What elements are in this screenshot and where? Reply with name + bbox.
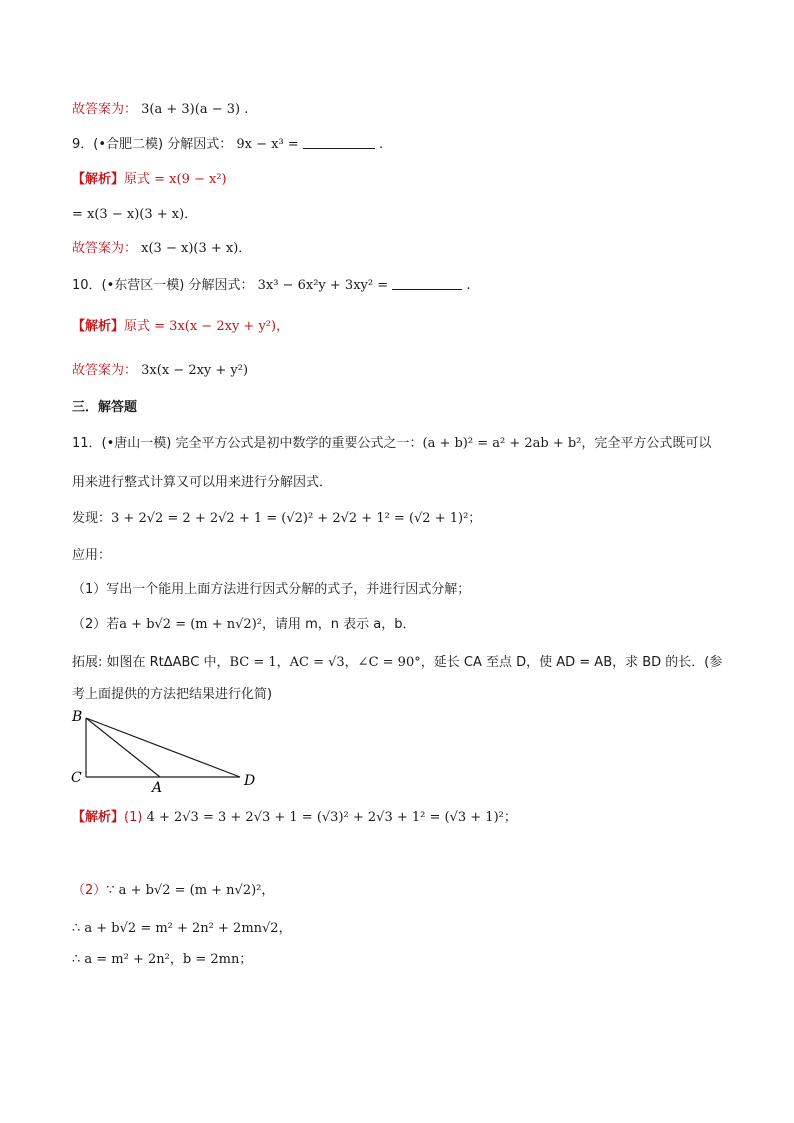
answer-line-8 — [72, 101, 248, 119]
q11-text: 11．(•唐山一模) 完全平方公式是初中数学的重要公式之一： — [72, 436, 423, 451]
q9-answer — [72, 240, 251, 258]
q10-solution-line1 — [72, 318, 289, 336]
q11-text: ，延长 CA 至点 D，使 AD = AB，求 BD 的长．(参 — [420, 655, 723, 670]
q11-formula: (a + b)² = a² + 2ab + b² — [422, 436, 582, 451]
question-9-end: . — [378, 137, 384, 152]
question-11-apply: 应用： — [72, 548, 112, 563]
q9-solution-line1 — [72, 171, 227, 189]
question-11-discovery — [72, 510, 481, 528]
solution-part: (1) — [124, 810, 143, 825]
q11-text: 发现： — [72, 511, 112, 526]
question-11-part1: （1）写出一个能用上面方法进行因式分解的式子，并进行因式分解； — [72, 582, 471, 597]
q11-solution-line2 — [72, 882, 274, 900]
q11-formula: BC = 1，AC = √3，∠C = 90° — [229, 655, 421, 670]
solution-tag: 【解析】 — [72, 319, 125, 334]
vertex-a-label: A — [152, 780, 163, 796]
vertex-b-label: B — [72, 709, 83, 725]
q11-solution-line4: ∴ a = m² + 2n²，b = 2mn； — [72, 952, 253, 967]
answer-end: . — [244, 102, 249, 117]
section-heading: 三．解答题 — [72, 400, 138, 415]
edge-ba — [86, 718, 160, 777]
answer-expr: 3x(x − 2xy + y²) — [141, 363, 249, 378]
q9-solution-line2: = x(3 − x)(3 + x)． — [72, 207, 198, 222]
answer-expr: x(3 − x)(3 + x)． — [141, 241, 252, 256]
question-10 — [72, 277, 471, 295]
question-9 — [72, 136, 383, 154]
solution-formula: ∵ a + b√2 = (m + n√2)²， — [106, 883, 275, 898]
q11-text: ，请用 m，n 表示 a，b． — [262, 617, 416, 632]
q11-formula: a + b√2 = (m + n√2)² — [119, 617, 262, 632]
question-11-part2 — [72, 616, 416, 634]
question-11-extend-2: 考上面提供的方法把结果进行化简) — [72, 687, 273, 702]
question-11-extend — [72, 654, 722, 672]
answer-label: 故答案为： — [72, 363, 138, 378]
question-11-line2: 用来进行整式计算又可以用来进行分解因式． — [72, 475, 333, 490]
vertex-d-label: D — [244, 773, 256, 789]
answer-expr: 3(a + 3)(a − 3) — [141, 102, 241, 117]
q11-solution-line3: ∴ a + b√2 = m² + 2n² + 2mn√2， — [72, 921, 292, 936]
solution-tag: 【解析】 — [72, 172, 125, 187]
solution-formula: 4 + 2√3 = 3 + 2√3 + 1 = (√3)² + 2√3 + 1² = (√3 + 1)²； — [146, 810, 517, 825]
answer-label: 故答案为： — [72, 241, 138, 256]
question-10-head: 10．(•东营区一模) 分解因式： — [72, 278, 254, 293]
answer-blank — [392, 289, 462, 290]
solution-text: 原式 = x(9 − x²) — [124, 172, 227, 187]
q10-answer — [72, 362, 248, 380]
question-11-line1 — [72, 435, 711, 453]
q11-text: （2）若 — [72, 617, 120, 632]
answer-blank — [303, 148, 375, 149]
solution-text: 原式 = 3x(x − 2xy + y²)， — [124, 319, 290, 334]
solution-part: （2） — [72, 883, 107, 898]
question-10-end: . — [466, 278, 471, 293]
q11-formula: 3 + 2√2 = 2 + 2√2 + 1 = (√2)² + 2√2 + 1² = (√2 + 1)²； — [111, 511, 482, 526]
q11-text: 拓展: 如图在 RtΔABC 中， — [72, 655, 230, 670]
triangle-figure — [66, 706, 266, 796]
q11-text: ，完全平方公式既可以 — [581, 436, 712, 451]
edge-bd — [86, 718, 240, 777]
question-9-head: 9．(•合肥二模) 分解因式： — [72, 137, 233, 152]
question-10-expr: 3x³ − 6x²y + 3xy² = — [257, 278, 389, 293]
q11-solution-line1 — [72, 809, 517, 827]
question-9-expr: 9x − x³ = — [236, 137, 299, 152]
answer-label: 故答案为： — [72, 102, 138, 117]
vertex-c-label: C — [71, 770, 82, 786]
solution-tag: 【解析】 — [72, 810, 125, 825]
